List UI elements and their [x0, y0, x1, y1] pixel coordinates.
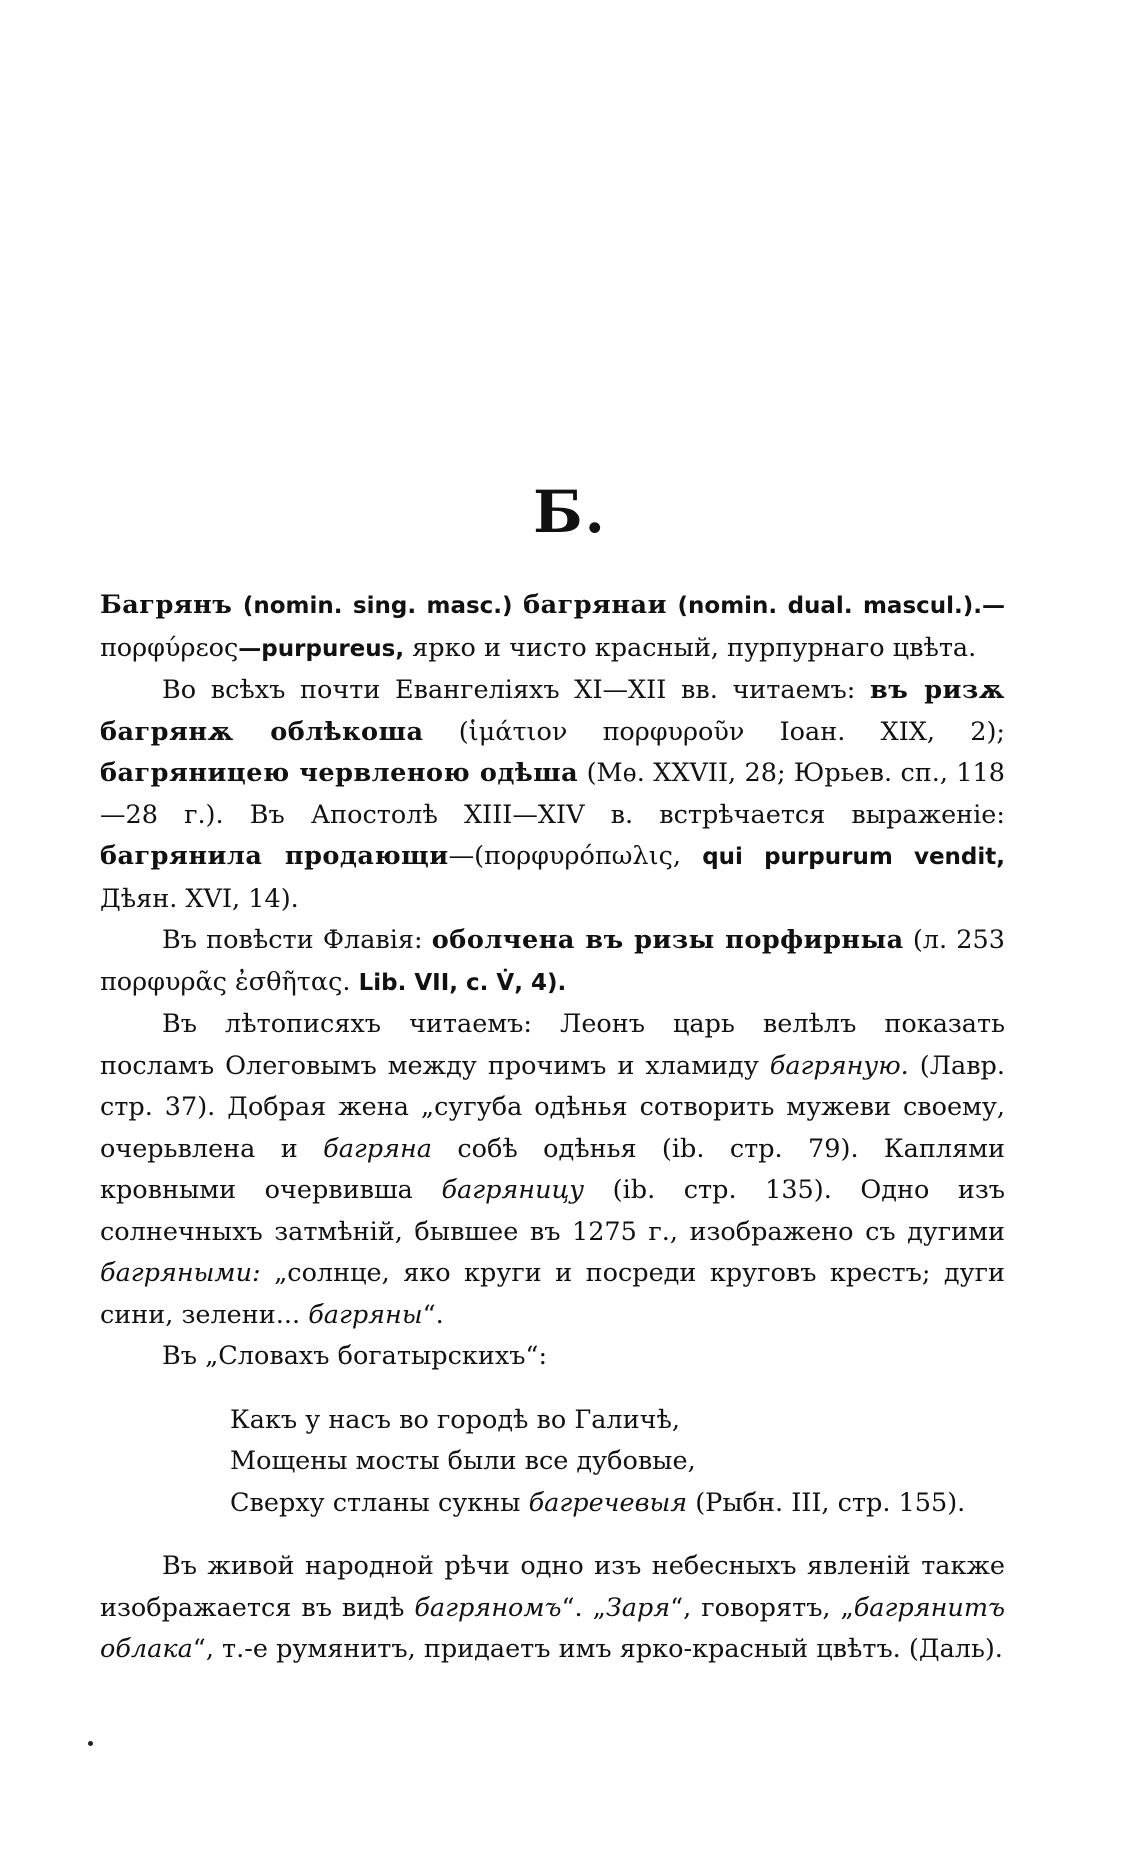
italic-term: багряную. — [769, 1050, 909, 1081]
paragraph-text: „солнце, яко круги и посреди круговъ крестъ; дуги сини, зелени... — [100, 1258, 1005, 1330]
italic-term: багряницу — [441, 1175, 585, 1205]
paragraph-text: Въ живой народной рѣчи одно изъ небесныхъ явленій также изображается въ видѣ — [100, 1551, 1005, 1623]
poem-text: (Рыбн. III, стр. 155). — [687, 1487, 966, 1518]
paragraph-text: “, т.-е румянитъ, придаетъ имъ ярко-красный цвѣтъ. (Даль). — [192, 1634, 1003, 1664]
latin-equivalent: —purpureus, — [238, 635, 405, 662]
poem-line: Мощены мосты были все дубовые, — [230, 1446, 696, 1476]
paragraph-text: “. „ — [561, 1592, 606, 1623]
gospels-paragraph — [100, 670, 1005, 920]
paragraph-text: Въ лѣтописяхъ читаемъ: Леонъ царь велѣлъ показать посламъ Олеговымъ между прочимъ и хламиду — [100, 1009, 1005, 1081]
paragraph-text: (Лавр. стр. 37). Добрая жена „сугуба одѣнья сотворить мужеви своему, очерьвлена и — [100, 1050, 1005, 1164]
paragraph-text: (ib. стр. 135). Одно изъ солнечныхъ затмѣній, бывшее въ 1275 г., изображено съ дугими — [100, 1175, 1005, 1247]
italic-term: багречевыя — [528, 1487, 688, 1518]
italic-term: Заря — [605, 1592, 671, 1623]
poem-line — [230, 1483, 1005, 1525]
headword-dual: багрянаи — [523, 590, 667, 620]
poem-quote — [230, 1400, 1005, 1525]
ink-dot-mark — [88, 1741, 93, 1746]
italic-term: багрянитъ облака — [100, 1592, 1005, 1664]
chronicles-paragraph — [100, 1004, 1005, 1336]
italic-term: багряна — [323, 1133, 432, 1164]
entry-headword-paragraph — [100, 585, 1005, 670]
headword: Багрянъ — [100, 590, 233, 620]
folk-speech-paragraph — [100, 1546, 1005, 1671]
paragraph-text: Дѣян. XVI, 14). — [100, 883, 299, 914]
bylina-intro: Въ „Словахъ богатырскихъ“: — [162, 1341, 548, 1371]
paragraph-text: (л. 253 πορφυρᾶς ἐσθῆτας. — [100, 925, 1005, 997]
italic-term: багряномъ — [414, 1592, 562, 1623]
dictionary-entry — [100, 585, 1005, 1671]
church-slavonic-quote: багрянила продающи — [100, 841, 449, 871]
paragraph-text: (Мѳ. XXVII, 28; Юрьев. сп., 118—28 г.). Въ Апостолѣ XIII—XIV в. встрѣчается выраженіе: — [100, 758, 1005, 830]
church-slavonic-quote: оболчена въ ризы порфирныа — [431, 925, 904, 955]
headword-grammar-note: (nomin. sing. masc.) — [242, 593, 513, 619]
definition-text: ярко и чисто красный, пурпурнаго цвѣта. — [404, 632, 977, 663]
flavius-paragraph — [100, 920, 1005, 1004]
paragraph-text: Въ повѣсти Флавія: — [162, 925, 432, 955]
paragraph-text: Во всѣхъ почти Евангеліяхъ XI—XII вв. читаемъ: — [162, 675, 871, 705]
paragraph-text: —(πορφυρόπωλις, — [448, 841, 703, 871]
italic-term: багряными: — [100, 1258, 261, 1288]
paragraph-text: (ἱμάτιον πορφυροῦν Іоан. XIX, 2); — [423, 716, 1005, 747]
paragraph-text: “. — [422, 1299, 444, 1330]
headword-dual-grammar-note: (nomin. dual. mascul.).— — [677, 593, 1006, 619]
paragraph-text: “, говорятъ, „ — [670, 1592, 854, 1623]
latin-citation: Lib. VII, c. V̇, 4). — [358, 969, 567, 996]
greek-equivalent: πορφύρεος — [100, 632, 239, 663]
church-slavonic-quote: багряницею червленою одѣша — [100, 758, 579, 788]
paragraph-text: собѣ одѣнья (ib. стр. 79). Каплями кровными очервивша — [100, 1133, 1005, 1205]
section-letter-heading: Б. — [533, 478, 607, 546]
latin-gloss: qui purpurum vendit, — [702, 844, 1005, 870]
church-slavonic-quote: въ ризѫ багрянѫ облѣкоша — [100, 675, 1005, 747]
italic-term: багряны — [308, 1299, 423, 1330]
poem-line: Какъ у насъ во городѣ во Галичѣ, — [230, 1404, 680, 1435]
poem-text: Сверху стланы сукны — [230, 1487, 529, 1518]
